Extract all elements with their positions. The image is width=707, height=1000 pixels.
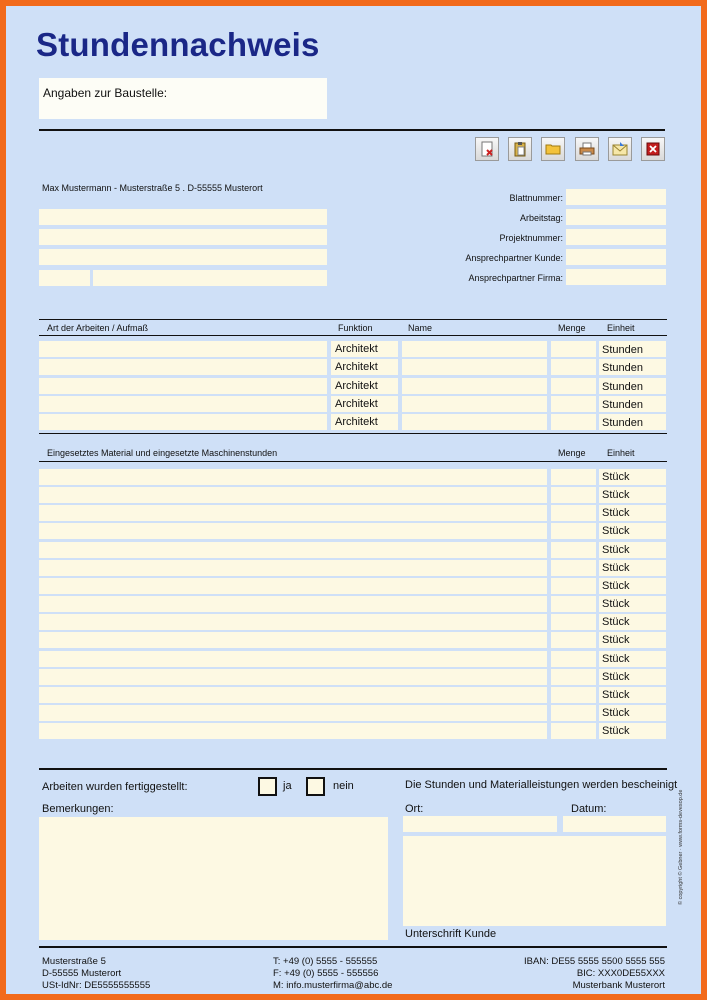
work-einheit-value: Stunden: [602, 380, 643, 393]
material-einheit-cell[interactable]: [599, 651, 666, 667]
material-einheit-value: Stück: [602, 471, 630, 483]
material-cell[interactable]: [39, 614, 547, 630]
material-einheit-value: Stück: [602, 652, 630, 665]
certify-text: Die Stunden und Materialleistungen werden bescheinigt: [405, 779, 678, 791]
unterschrift-label: Unterschrift Kunde: [405, 928, 497, 940]
material-cell[interactable]: [39, 487, 547, 503]
material-cell[interactable]: [39, 596, 547, 612]
material-einheit-value: Stück: [602, 579, 630, 592]
material-menge-cell[interactable]: [551, 614, 596, 630]
material-menge-cell[interactable]: [551, 469, 596, 485]
material-menge-cell[interactable]: [551, 723, 596, 739]
arbeitstag-label: Arbeitstag:: [519, 213, 563, 223]
address-field-3[interactable]: [39, 249, 327, 265]
material-menge-cell[interactable]: [551, 505, 596, 521]
col-einheit: Einheit: [607, 323, 635, 333]
material-cell[interactable]: [39, 523, 547, 539]
ansprechpartner-kunde-field[interactable]: [566, 249, 666, 265]
work-art-cell[interactable]: [39, 341, 327, 357]
footer-address-line: USt-IdNr: DE5555555555: [42, 980, 151, 991]
divider: [39, 768, 667, 770]
material-menge-cell[interactable]: [551, 651, 596, 667]
address-field-1[interactable]: [39, 209, 327, 225]
email-icon: [612, 141, 628, 157]
footer-mail: M: info.musterfirma@abc.de: [273, 980, 393, 991]
material-cell[interactable]: [39, 669, 547, 685]
material-einheit-cell[interactable]: [599, 723, 666, 739]
work-einheit-cell[interactable]: [599, 341, 666, 357]
work-menge-cell[interactable]: [551, 378, 596, 394]
footer-iban: IBAN: DE55 5555 5500 5555 555: [523, 956, 665, 967]
close-button[interactable]: [641, 137, 665, 161]
material-einheit-cell[interactable]: [599, 469, 666, 485]
material-menge-cell[interactable]: [551, 487, 596, 503]
material-table-head-rule: [39, 461, 667, 462]
material-einheit-value: Stück: [602, 543, 630, 556]
work-einheit-value: Stunden: [602, 417, 643, 430]
delete-document-button[interactable]: [475, 137, 499, 161]
footer-address-line: Musterstraße 5: [42, 956, 106, 967]
projektnummer-field[interactable]: [566, 229, 666, 245]
material-einheit-cell[interactable]: [599, 632, 666, 648]
datum-label: Datum:: [571, 803, 607, 815]
print-button[interactable]: [575, 137, 599, 161]
open-button[interactable]: [541, 137, 565, 161]
material-einheit-value: Stück: [602, 489, 630, 502]
material-einheit-value: Stück: [602, 634, 630, 647]
work-table-bottom-rule: [39, 433, 667, 434]
ansprechpartner-firma-field[interactable]: [566, 269, 666, 285]
material-cell[interactable]: [39, 632, 547, 648]
material-menge-cell[interactable]: [551, 687, 596, 703]
address-field-2[interactable]: [39, 229, 327, 245]
col-menge: Menge: [558, 323, 586, 333]
material-einheit-cell[interactable]: [599, 687, 666, 703]
material-cell[interactable]: [39, 723, 547, 739]
work-einheit-cell[interactable]: [599, 359, 666, 375]
bemerkungen-label: Bemerkungen:: [42, 803, 114, 815]
footer-address: [42, 956, 150, 992]
work-art-cell[interactable]: [39, 414, 327, 430]
copyright-text: © copyright © Gebner · www.forms-devesop.de: [678, 789, 684, 905]
work-funktion-value: Architekt: [335, 397, 378, 410]
material-menge-cell[interactable]: [551, 596, 596, 612]
ansprechpartner-kunde-label: Ansprechpartner Kunde:: [465, 253, 563, 263]
material-menge-cell[interactable]: [551, 632, 596, 648]
work-menge-cell[interactable]: [551, 341, 596, 357]
footer-bic: BIC: XXX0DE55XXX: [576, 968, 665, 979]
work-art-cell[interactable]: [39, 378, 327, 394]
col-funktion: Funktion: [338, 323, 373, 333]
work-name-cell[interactable]: [402, 341, 547, 357]
work-funktion-cell[interactable]: [331, 414, 398, 430]
col-material-menge: Menge: [558, 448, 586, 458]
col-art: Art der Arbeiten / Aufmaß: [47, 323, 149, 333]
baustelle-field[interactable]: [39, 78, 327, 119]
ort-field[interactable]: [403, 816, 557, 832]
close-icon: [645, 141, 661, 157]
work-name-cell[interactable]: [402, 414, 547, 430]
footer-bankname: Musterbank Musterort: [572, 980, 665, 991]
material-einheit-cell[interactable]: [599, 614, 666, 630]
material-einheit-cell[interactable]: [599, 523, 666, 539]
material-cell[interactable]: [39, 651, 547, 667]
material-einheit-value: Stück: [602, 725, 630, 738]
material-einheit-cell[interactable]: [599, 705, 666, 721]
material-cell[interactable]: [39, 705, 547, 721]
material-cell[interactable]: [39, 542, 547, 558]
print-icon: [579, 141, 595, 157]
blattnummer-label: Blattnummer:: [509, 193, 563, 203]
material-einheit-cell[interactable]: [599, 578, 666, 594]
page-title: Stundennachweis: [36, 26, 320, 63]
material-menge-cell[interactable]: [551, 560, 596, 576]
delete-doc-icon: [479, 141, 495, 157]
material-cell[interactable]: [39, 469, 547, 485]
material-einheit-value: Stück: [602, 616, 630, 629]
work-funktion-value: Architekt: [335, 361, 378, 374]
work-einheit-cell[interactable]: [599, 378, 666, 394]
work-art-cell[interactable]: [39, 396, 327, 412]
work-art-cell[interactable]: [39, 359, 327, 375]
fertiggestellt-label: Arbeiten wurden fertiggestellt:: [42, 781, 188, 793]
material-cell[interactable]: [39, 505, 547, 521]
work-funktion-cell[interactable]: [331, 359, 398, 375]
work-funktion-value: Architekt: [335, 416, 378, 429]
work-einheit-value: Stunden: [602, 362, 643, 375]
arbeitstag-field[interactable]: [566, 209, 666, 225]
material-menge-cell[interactable]: [551, 669, 596, 685]
zip-field[interactable]: [39, 270, 90, 286]
material-cell[interactable]: [39, 578, 547, 594]
material-einheit-value: Stück: [602, 706, 630, 719]
material-einheit-cell[interactable]: [599, 542, 666, 558]
datum-field[interactable]: [563, 816, 666, 832]
material-einheit-value: Stück: [602, 507, 630, 520]
material-einheit-cell[interactable]: [599, 487, 666, 503]
footer-address-line: D-55555 Musterort: [42, 968, 122, 979]
ja-label: ja: [283, 780, 292, 792]
city-field[interactable]: [93, 270, 327, 286]
paste-icon: [512, 141, 528, 157]
material-einheit-cell[interactable]: [599, 505, 666, 521]
work-funktion-value: Architekt: [335, 343, 378, 355]
footer-divider: [39, 946, 667, 948]
signature-field[interactable]: [403, 836, 666, 926]
material-menge-cell[interactable]: [551, 523, 596, 539]
material-einheit-cell[interactable]: [599, 596, 666, 612]
work-funktion-cell[interactable]: [331, 341, 398, 357]
email-button[interactable]: [608, 137, 632, 161]
work-einheit-cell[interactable]: [599, 414, 666, 430]
work-table-head-rule: [39, 335, 667, 336]
ort-label: Ort:: [405, 803, 424, 815]
material-einheit-value: Stück: [602, 525, 630, 538]
work-funktion-cell[interactable]: [331, 378, 398, 394]
work-name-cell[interactable]: [402, 359, 547, 375]
material-einheit-value: Stück: [602, 670, 630, 683]
paste-button[interactable]: [508, 137, 532, 161]
nein-label: nein: [333, 780, 354, 792]
ja-checkbox[interactable]: [258, 777, 277, 796]
col-name: Name: [408, 323, 433, 333]
projektnummer-label: Projektnummer:: [499, 233, 563, 243]
sender-line: Max Mustermann - Musterstraße 5 . D-55555 Musterort: [42, 183, 263, 193]
open-folder-icon: [545, 141, 561, 157]
work-menge-cell[interactable]: [551, 359, 596, 375]
col-material: Eingesetztes Material und eingesetzte Maschinenstunden: [47, 448, 278, 458]
material-einheit-value: Stück: [602, 598, 630, 611]
work-einheit-cell[interactable]: [599, 396, 666, 412]
footer-fax: F: +49 (0) 5555 - 555556: [273, 968, 379, 979]
work-funktion-cell[interactable]: [331, 396, 398, 412]
work-name-cell[interactable]: [402, 378, 547, 394]
ansprechpartner-firma-label: Ansprechpartner Firma:: [468, 273, 563, 283]
material-menge-cell[interactable]: [551, 542, 596, 558]
material-cell[interactable]: [39, 560, 547, 576]
bemerkungen-field[interactable]: [39, 817, 388, 940]
footer-bank: [524, 956, 665, 992]
material-einheit-cell[interactable]: [599, 669, 666, 685]
col-material-einheit: Einheit: [607, 448, 635, 458]
work-funktion-value: Architekt: [335, 379, 378, 392]
material-einheit-value: Stück: [602, 561, 630, 574]
work-einheit-value: Stunden: [602, 344, 643, 356]
footer-phone: T: +49 (0) 5555 - 555555: [273, 956, 378, 967]
material-menge-cell[interactable]: [551, 705, 596, 721]
nein-checkbox[interactable]: [306, 777, 325, 796]
work-table-top-rule: [39, 319, 667, 320]
work-name-cell[interactable]: [402, 396, 547, 412]
material-einheit-value: Stück: [602, 688, 630, 701]
blattnummer-field[interactable]: [566, 189, 666, 205]
footer-contact: [273, 956, 392, 992]
baustelle-label: Angaben zur Baustelle:: [43, 86, 168, 100]
divider: [39, 129, 665, 131]
work-einheit-value: Stunden: [602, 398, 643, 411]
material-cell[interactable]: [39, 687, 547, 703]
material-menge-cell[interactable]: [551, 578, 596, 594]
work-menge-cell[interactable]: [551, 396, 596, 412]
material-einheit-cell[interactable]: [599, 560, 666, 576]
work-menge-cell[interactable]: [551, 414, 596, 430]
